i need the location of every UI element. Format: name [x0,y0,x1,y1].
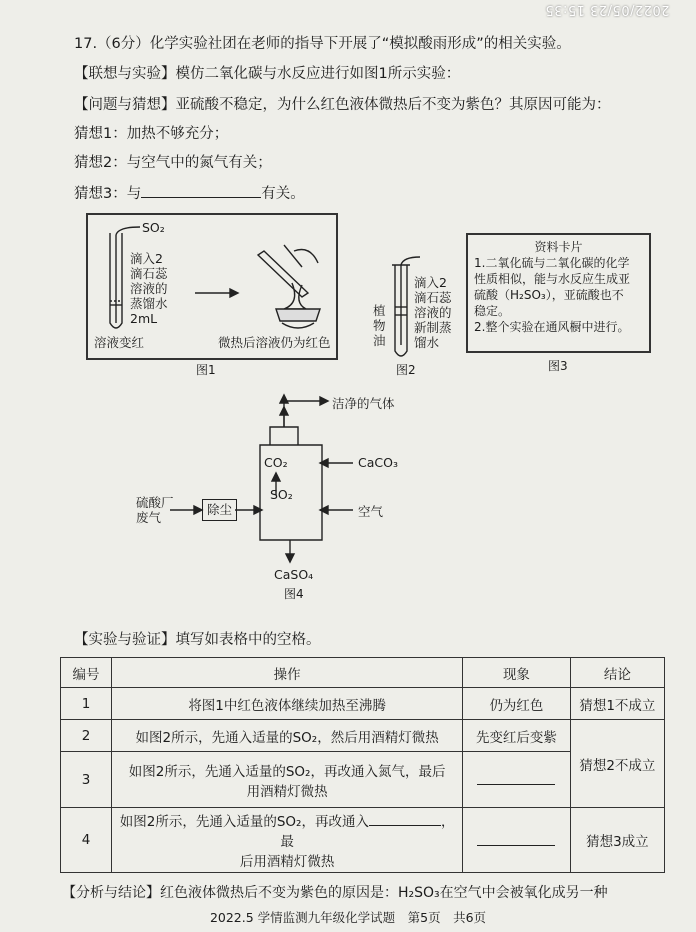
info-card-line: 硫酸（H₂SO₃），亚硫酸也不 [474,288,624,302]
figure-1-desc-line: 溶液的 [130,281,168,296]
info-card-line: 性质相似，能与水反应生成亚 [474,272,631,286]
row-phenomenon: 仍为红色 [463,688,571,720]
row-operation [112,808,463,873]
guess-3-prefix: 猜想3：与 [74,186,142,202]
figure-1-heating [258,245,320,328]
page-footer: 2022.5 学情监测九年级化学试题 第5页 共6页 [209,910,487,925]
info-card-line: 2.整个实验在通风橱中进行。 [474,320,630,334]
figure-3-caption: 图3 [548,359,568,373]
timestamp: 2022/05/23 15:35 [545,2,670,17]
figure-4-factory [136,495,174,525]
figure-1-desc-line: 2mL [130,311,158,326]
figure-1-desc-line: 滴入2 [130,251,163,266]
row-operation: 将图1中红色液体继续加热至沸腾 [112,688,463,720]
figure-4-flow [170,395,353,562]
table-row [61,808,665,873]
figure-4-so2: SO₂ [270,487,293,502]
info-card-title: 资料卡片 [534,240,583,254]
figure-4-clean-gas: 洁净的气体 [332,396,395,411]
figure-2-oil-char: 油 [373,333,386,348]
guess-3-suffix: 有关。 [261,186,305,202]
question-line: 【问题与猜想】亚硫酸不稳定，为什么红色液体微热后不变为紫色？其原因可能为： [74,97,611,113]
row-number: 1 [61,688,112,720]
figure-2-caption: 图2 [396,363,416,377]
figure-2-desc-line: 滴入2 [414,275,447,290]
figure-2-desc-line: 滴石蕊 [414,290,452,305]
verify-header: 【实验与验证】填写如表格中的空格。 [74,632,321,648]
guess-3-blank[interactable] [141,183,261,198]
table-header: 现象 [463,658,571,688]
table-row [61,720,665,752]
table-header: 操作 [112,658,463,688]
figure-4-air: 空气 [358,504,384,519]
association-line: 【联想与实验】模仿二氧化碳与水反应进行如图1所示实验： [74,66,461,82]
figure-4-caption: 图4 [284,587,304,601]
figure-4-caso4: CaSO₄ [274,567,314,582]
gas-blank[interactable] [369,811,441,826]
row-number: 2 [61,720,112,752]
figure-1-caption: 图1 [196,363,216,377]
figure-3-info-card [466,233,651,353]
row-operation-line: 用酒精灯微热 [246,783,328,800]
figure-1-result-right: 微热后溶液仍为红色 [218,335,331,350]
analysis-line: 【分析与结论】红色液体微热后不变为紫色的原因是：H₂SO₃在空气中会被氧化成另一种 [62,885,608,901]
table-header-row [61,658,665,688]
figure-1-result-left: 溶液变红 [94,335,145,350]
row-operation-text: ，最 [280,814,455,850]
figure-1-so2: SO₂ [142,220,165,235]
table-row [61,688,665,720]
phenomenon-blank[interactable] [477,831,555,846]
figure-2-desc-line: 溶液的 [414,305,452,320]
figure-4-co2: CO₂ [264,455,288,470]
info-card-line: 稳定。 [474,304,511,318]
guess-2: 猜想2：与空气中的氮气有关； [74,155,272,171]
figure-1-desc-line: 滴石蕊 [130,266,168,281]
row-operation-line: 后用酒精灯微热 [239,854,335,870]
diagram-area [70,205,670,605]
row-phenomenon-blank-cell [463,808,571,873]
figure-2-oil [373,303,386,348]
guess-1: 猜想1：加热不够充分； [74,126,229,142]
guess-3 [74,183,305,204]
figure-4-dust-box: 除尘 [202,499,237,521]
row-conclusion: 猜想2不成立 [570,720,664,808]
figure-4-caco3: CaCO₃ [358,455,398,470]
phenomenon-blank[interactable] [477,770,555,785]
row-operation-line: 如图2所示，先通入适量的SO₂，再改通入氮气，最后 [128,763,446,780]
experiment-table [60,657,665,873]
figure-2-desc [414,275,452,350]
figure-2-desc-line: 馏水 [414,335,440,350]
row-conclusion: 猜想3成立 [570,808,664,873]
row-number: 4 [61,808,112,873]
figure-4-factory-line: 硫酸厂 [136,495,174,510]
row-phenomenon: 先变红后变紫 [463,720,571,752]
figure-2-oil-char: 植 [373,303,386,318]
figure-1-arrow [195,289,238,297]
info-card-line: 1.二氧化硫与二氧化碳的化学 [474,256,630,270]
row-conclusion: 猜想1不成立 [570,688,664,720]
row-number: 3 [61,752,112,808]
figure-4-factory-line: 废气 [136,510,162,525]
row-operation: 如图2所示，先通入适量的SO₂，然后用酒精灯微热 [112,720,463,752]
row-operation-text: 如图2所示，先通入适量的SO₂，再改通入 [119,814,369,830]
figure-2-oil-char: 物 [373,318,386,333]
figure-1-desc [130,251,168,326]
table-header: 编号 [61,658,112,688]
figure-1-desc-line: 蒸馏水 [130,296,168,311]
question-header: 17.（6分）化学实验社团在老师的指导下开展了“模拟酸雨形成”的相关实验。 [74,36,571,52]
table-header: 结论 [570,658,664,688]
row-operation-line [116,810,458,850]
row-phenomenon-blank-cell [463,752,571,808]
figure-2-desc-line: 新制蒸 [414,320,452,335]
row-operation [112,752,463,808]
